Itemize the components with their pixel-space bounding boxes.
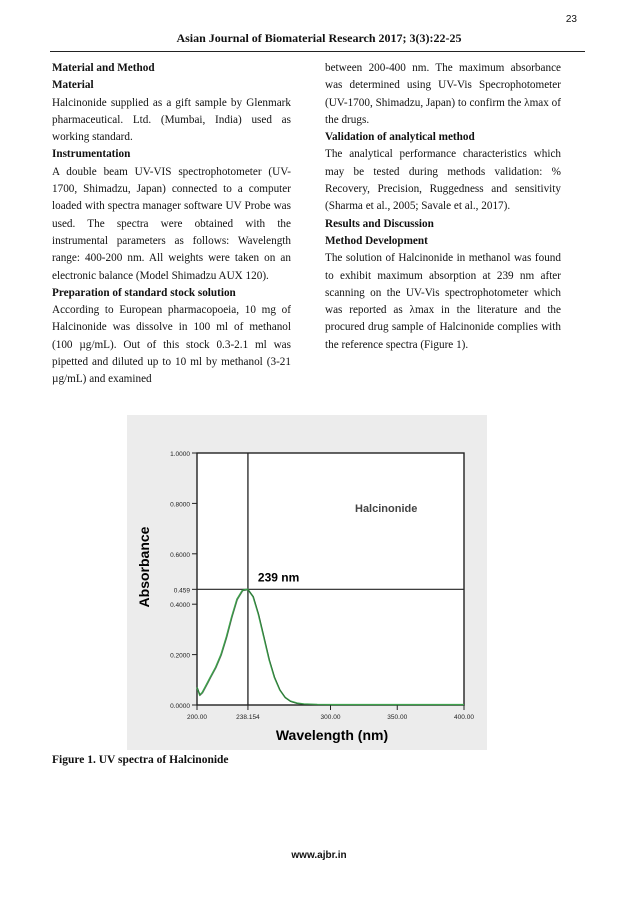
- y-axis-label: Absorbance: [136, 526, 152, 608]
- x-tick-label: 238.154: [236, 714, 260, 721]
- subheading-material: Material: [52, 79, 94, 92]
- instrumentation-paragraph: A double beam UV-VIS spectrophotometer (UV-1700, Shimadzu, Japan) connected to a computer loaded with spectra manager software UV Probe was used. The spectra were obtained with the instrumental parameters as follows: Wavelength range: 400-200 nm. All weights were taken on an electronic balance (Model Shimadzu AUX 120).: [52, 165, 291, 282]
- subheading-method-development: Method Development: [325, 234, 428, 247]
- x-tick-label: 400.00: [454, 714, 474, 721]
- figure-caption: Figure 1. UV spectra of Halcinonide: [52, 754, 229, 766]
- stock-solution-paragraph: According to European pharmacopoeia, 10 mg of Halcinonide was dissolve in 100 ml of methanol (100 µg/mL). Out of this stock 0.3-2.1 ml was pipetted and diluted up to 10 ml by methanol (3-21 µg/mL) and examined: [52, 304, 291, 386]
- x-tick-label: 200.00: [187, 714, 207, 721]
- journal-header: Asian Journal of Biomaterial Research 2017; 3(3):22-25: [176, 31, 462, 45]
- peak-label: 239 nm: [257, 570, 300, 585]
- footer-url: www.ajbr.in: [291, 850, 347, 861]
- y-tick-label: 1.0000: [170, 451, 190, 458]
- method-development-paragraph: The solution of Halcinonide in methanol was found to exhibit maximum absorption at 239 nm after scanning on the UV-Vis spectrophotometer which was reported as λmax in the literature and the procured drug sample of Halcinonide complies with the reference spectra (Figure 1).: [325, 252, 561, 351]
- page-number: 23: [565, 14, 577, 25]
- x-tick-label: 300.00: [320, 714, 341, 721]
- y-tick-label: 0.4000: [170, 602, 190, 610]
- continued-paragraph: between 200-400 nm. The maximum absorbance was determined using UV-Vis Specrophotometer (UV-1700, Shimadzu, Japan) to confirm the λmax of the drugs.: [325, 62, 561, 126]
- plot-frame: [197, 453, 464, 705]
- left-column: [52, 60, 291, 389]
- uv-spectrum-figure: [127, 415, 487, 750]
- subheading-stock-solution: Preparation of standard stock solution: [52, 286, 236, 299]
- y-tick-label: 0.459: [173, 587, 190, 595]
- validation-paragraph: The analytical performance characteristics which may be tested during methods validation: % Recovery, Precision, Ruggedness and sensitivity (Sharma et al., 2005; Savale et al., 2017).: [325, 148, 561, 213]
- x-axis-label: Wavelength (nm): [275, 727, 389, 743]
- subheading-validation: Validation of analytical method: [325, 131, 475, 144]
- x-tick-label: 350.00: [387, 714, 408, 721]
- right-column: [325, 60, 561, 354]
- legend-halcinonide: Halcinonide: [355, 503, 418, 515]
- section-heading-material-and-method: Material and Method: [52, 62, 155, 74]
- header-rule: [50, 51, 585, 52]
- uv-spectrum-chart: [127, 415, 487, 750]
- y-tick-label: 0.2000: [170, 652, 190, 660]
- material-paragraph: Halcinonide supplied as a gift sample by Glenmark pharmaceutical. Ltd. (Mumbai, India) used as working standard.: [52, 96, 291, 144]
- y-tick-label: 0.8000: [170, 501, 190, 509]
- subheading-instrumentation: Instrumentation: [52, 148, 131, 161]
- section-heading-results: Results and Discussion: [325, 217, 434, 230]
- y-tick-label: 0.0000: [170, 703, 190, 710]
- y-tick-label: 0.6000: [170, 551, 190, 559]
